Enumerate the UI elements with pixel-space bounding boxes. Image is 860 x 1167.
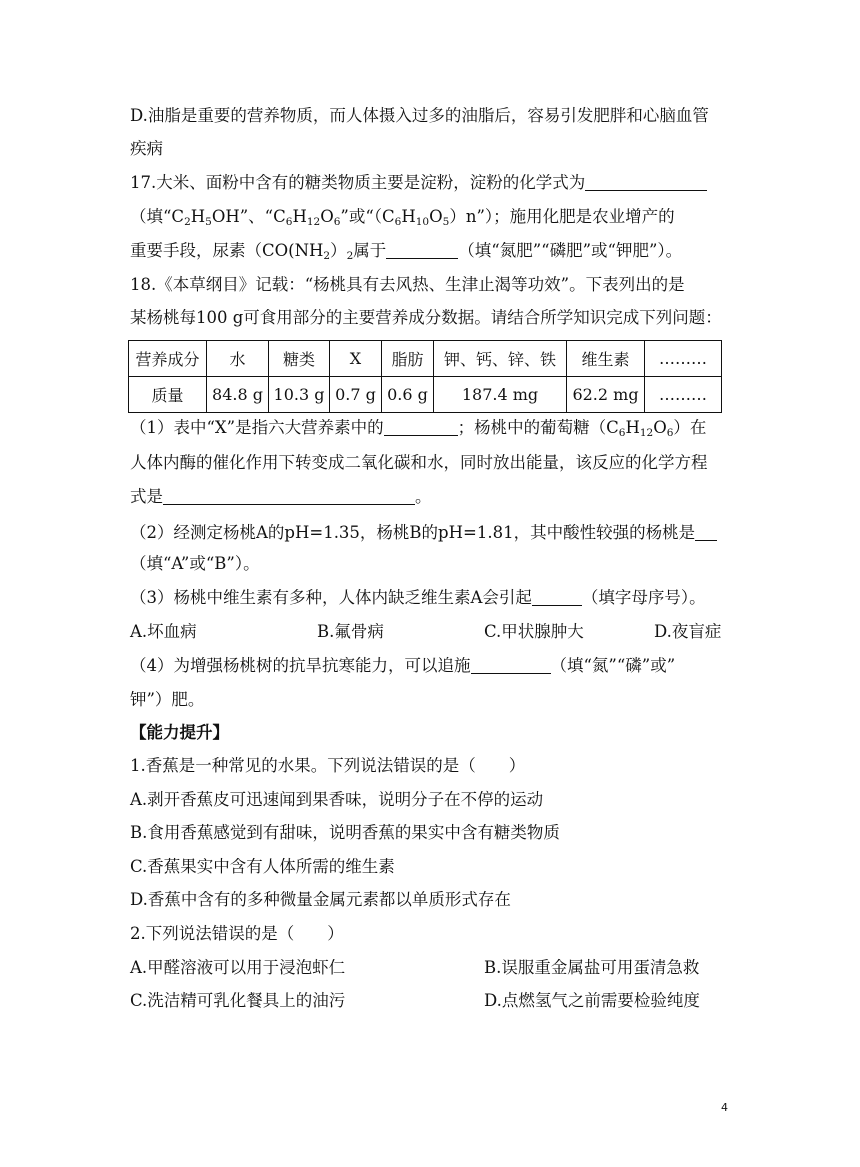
q18-part2-line1: （2）经测定杨桃A的pH=1.35，杨桃B的pH=1.81，其中酸性较强的杨桃是 [130,522,730,544]
q18-part1-line1: （1）表中“X”是指六大营养素中的 ；杨桃中的葡萄糖$(C_6H_{12}O_6)$在 [130,418,707,439]
nutrition-table [128,340,722,413]
answer-blank[interactable] [163,488,415,505]
answer-blank[interactable] [695,524,717,541]
q18-option-c: C.甲状腺肿大 [484,622,584,641]
table-header-cell: 钾、钙、锌、铁 [434,341,567,377]
table-cell: 质量 [129,377,207,413]
table-header-cell: 维生素 [567,341,645,377]
q18-part1-line2: 人体内酶的催化作用下转变成二氧化碳和水，同时放出能量，该反应的化学方程 [130,453,708,472]
table-header-cell: 营养成分 [129,341,207,377]
q18-option-b: B.氟骨病 [317,622,384,641]
q18-option-a: A.坏血病 [130,622,197,641]
ab-q2-option-d: D.点燃氢气之前需要检验纯度 [484,991,700,1010]
ab-q2-option-b: B.误服重金属盐可用蛋清急救 [484,958,700,977]
table-header-cell: ……… [645,341,722,377]
q18-part1-line3: 式是 。 [130,487,432,506]
answer-blank[interactable] [585,174,707,191]
table-cell: 62.2 mg [567,377,645,413]
table-row [129,377,722,413]
table-cell: 0.6 g [382,377,434,413]
table-cell: 84.8 g [207,377,269,413]
ab-q1-option-a: A.剥开香蕉皮可迅速闻到果香味，说明分子在不停的运动 [130,790,544,809]
ab-q1-stem: 1.香蕉是一种常见的水果。下列说法错误的是（ ） [130,756,526,775]
ab-q1-option-b: B.食用香蕉感觉到有甜味，说明香蕉的果实中含有糖类物质 [130,823,560,842]
q18-part4-line2: 钾”）肥。 [130,690,205,709]
page-number: 4 [721,1101,728,1114]
q17-line1: 17.大米、面粉中含有的糖类物质主要是淀粉，淀粉的化学式为 [130,172,730,194]
table-cell: 187.4 mg [434,377,567,413]
section-heading: 【能力提升】 [130,723,229,742]
answer-blank[interactable] [384,419,458,436]
q16-option-d-line1: D.油脂是重要的营养物质，而人体摄入过多的油脂后，容易引发肥胖和心脑血管 [130,106,709,125]
ab-q2-stem: 2.下列说法错误的是（ ） [130,924,344,943]
ab-q1-option-d: D.香蕉中含有的多种微量金属元素都以单质形式存在 [130,890,511,909]
q18-line1: 18.《本草纲目》记载：“杨桃具有去风热、生津止渴等功效”。下表列出的是 [130,275,685,294]
table-header-cell: 水 [207,341,269,377]
table-cell: 10.3 g [269,377,330,413]
ab-q2-option-a: A.甲醛溶液可以用于浸泡虾仁 [130,958,346,977]
q18-part3: （3）杨桃中维生素有多种，人体内缺乏维生素A会引起 （填字母序号）。 [130,588,706,607]
q17-line3: 重要手段，尿素（$CO(NH_2)_2$属于 （填“氮肥”“磷肥”或“钾肥”）。 [130,241,683,262]
q18-option-d: D.夜盲症 [654,622,722,641]
table-header-cell: X [330,341,382,377]
q18-part2-line2: （填“A”或“B”）。 [130,554,260,573]
answer-blank[interactable] [471,657,551,674]
q16-option-d-line2: 疾病 [130,139,163,158]
answer-blank[interactable] [386,242,458,259]
q17-line2: （填“$C_2H_5OH$”、“$C_6H_{12}O_6$”或“$(C_6H_{10}O_5)n$”）；施用化肥是农业增产的 [130,207,675,228]
q18-part4-line1: （4）为增强杨桃树的抗旱抗寒能力，可以追施 （填“氮”“磷”或” [130,656,676,675]
q18-line2: 某杨桃每100 g可食用部分的主要营养成分数据。请结合所学知识完成下列问题： [130,308,722,327]
table-header-cell: 脂肪 [382,341,434,377]
answer-blank[interactable] [532,589,582,606]
ab-q1-option-c: C.香蕉果实中含有人体所需的维生素 [130,857,395,876]
table-cell: 0.7 g [330,377,382,413]
ab-q2-option-c: C.洗洁精可乳化餐具上的油污 [130,991,346,1010]
table-row [129,341,722,377]
table-cell: ……… [645,377,722,413]
table-header-cell: 糖类 [269,341,330,377]
